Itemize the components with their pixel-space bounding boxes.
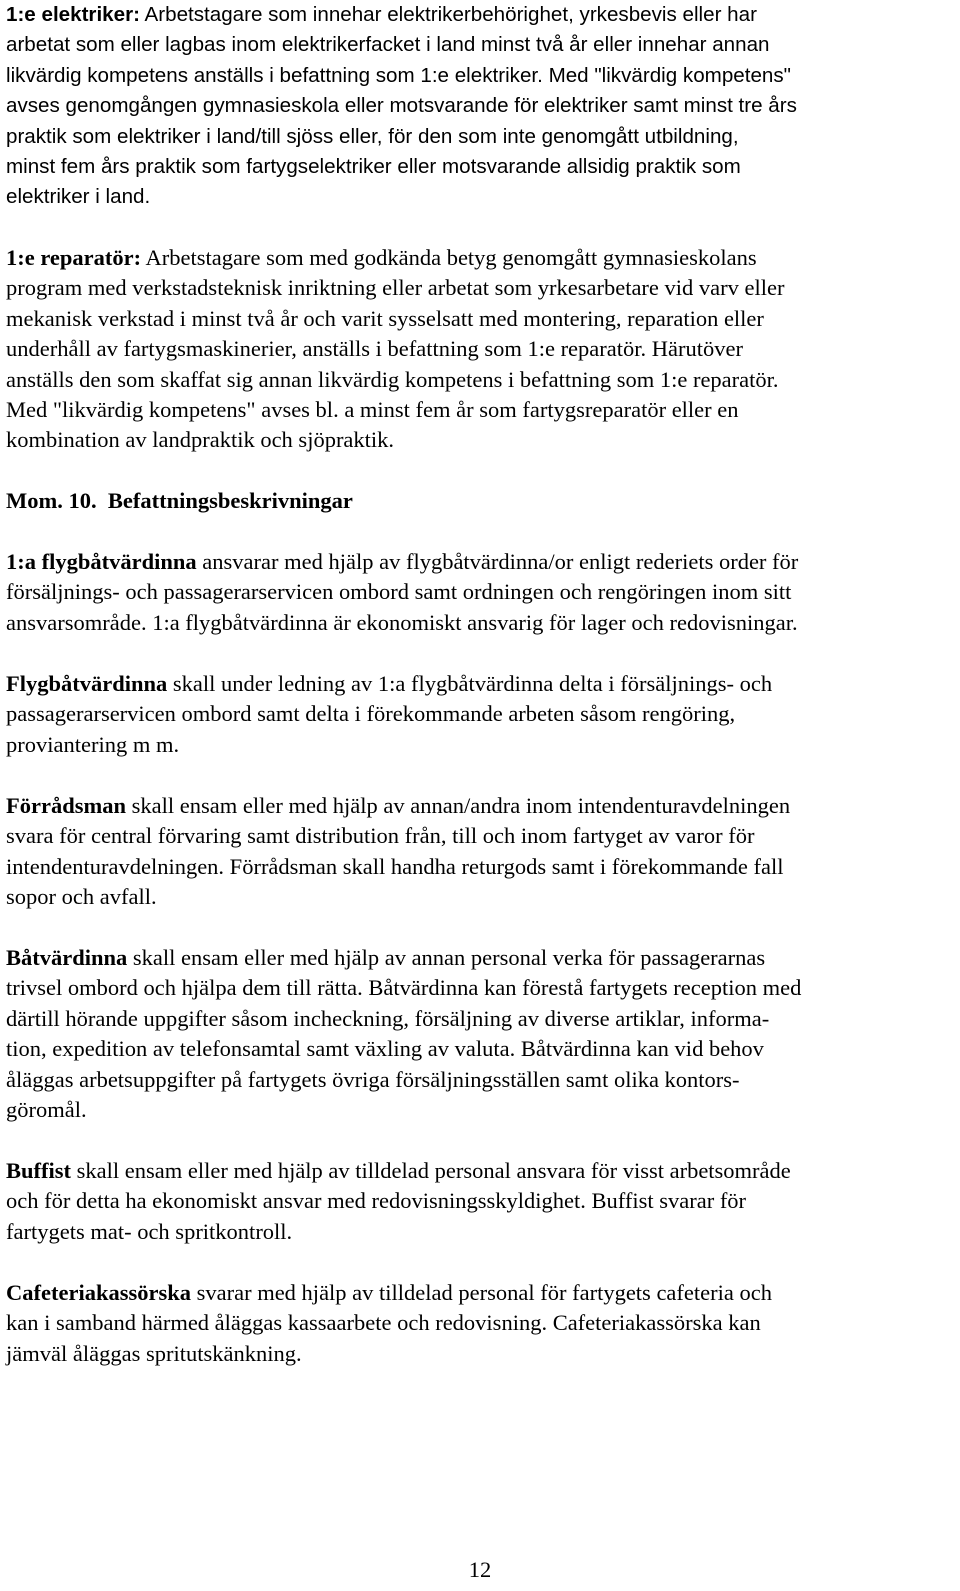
paragraph-line: trivsel ombord och hjälpa dem till rätta. Båtvärdinna kan förestå fartygets reception med bbox=[6, 975, 802, 1001]
paragraph-line: göromål. bbox=[6, 1096, 87, 1122]
term-1a-flygbatvardinna: 1:a flygbåtvärdinna bbox=[6, 549, 197, 574]
paragraph-line: och för detta ha ekonomiskt ansvar med redovisningsskyldighet. Buffist svarar för bbox=[6, 1188, 747, 1214]
paragraph-line: ansvarsområde. 1:a flygbåtvärdinna är ekonomiskt ansvarig för lager och redovisningar. bbox=[6, 609, 798, 635]
paragraph-flygbatvardinna bbox=[6, 669, 946, 760]
page-number: 12 bbox=[468, 1557, 492, 1582]
paragraph-line: svara för central förvaring samt distribution från, till och inom fartyget av varor för bbox=[6, 823, 755, 849]
paragraph-line: Med "likvärdig kompetens" avses bl. a minst fem år som fartygsreparatör eller en bbox=[6, 396, 739, 422]
term-flygbatvardinna: Flygbåtvärdinna bbox=[6, 671, 168, 696]
paragraph-line: anställs den som skaffat sig annan likvärdig kompetens i befattning som 1:e reparatör. bbox=[6, 366, 779, 392]
paragraph-batvardinna bbox=[6, 943, 946, 1125]
paragraph-line: Förrådsman skall ensam eller med hjälp av annan/andra inom intendenturavdelningen bbox=[6, 793, 791, 818]
paragraph-1e-elektriker bbox=[6, 0, 946, 213]
paragraph-line: kombination av landpraktik och sjöpraktik. bbox=[6, 427, 395, 453]
paragraph-1e-reparator bbox=[6, 243, 946, 456]
paragraph-line: mekanisk verkstad i minst två år och varit sysselsatt med montering, reparation eller bbox=[6, 305, 764, 331]
paragraph-line: tion, expedition av telefonsamtal samt växling av valuta. Båtvärdinna kan vid behov bbox=[6, 1036, 764, 1062]
paragraph-buffist bbox=[6, 1156, 946, 1247]
paragraph-line: 1:e reparatör: Arbetstagare som med godkända betyg genomgått gymnasieskolans bbox=[6, 245, 757, 270]
paragraph-line: Flygbåtvärdinna skall under ledning av 1:a flygbåtvärdinna delta i försäljnings- och bbox=[6, 671, 773, 696]
paragraph-line: därtill hörande uppgifter såsom incheckning, försäljning av diverse artiklar, informa- bbox=[6, 1005, 770, 1031]
paragraph-forradsman bbox=[6, 791, 946, 913]
paragraph-line: försäljnings- och passagerarservicen ombord samt ordningen och rengöringen inom sitt bbox=[6, 579, 792, 605]
paragraph-line: underhåll av fartygsmaskinerier, anställs i befattning som 1:e reparatör. Härutöver bbox=[6, 336, 743, 362]
paragraph-line: 1:e elektriker: Arbetstagare som innehar elektrikerbehörighet, yrkesbevis eller har bbox=[6, 3, 757, 26]
paragraph-line: 1:a flygbåtvärdinna ansvarar med hjälp av flygbåtvärdinna/or enligt rederiets order för bbox=[6, 549, 799, 574]
paragraph-line: kan i samband härmed åläggas kassaarbete och redovisning. Cafeteriakassörska kan bbox=[6, 1310, 761, 1336]
term-cafeteriakassorska: Cafeteriakassörska bbox=[6, 1280, 191, 1305]
term-batvardinna: Båtvärdinna bbox=[6, 945, 128, 970]
paragraph-line: sopor och avfall. bbox=[6, 884, 157, 910]
paragraph-line: Båtvärdinna skall ensam eller med hjälp av annan personal verka för passagerarnas bbox=[6, 945, 766, 970]
paragraph-line: program med verkstadsteknisk inriktning eller arbetat som yrkesarbetare vid varv eller bbox=[6, 275, 785, 301]
paragraph-line: Buffist skall ensam eller med hjälp av tilldelad personal ansvara för visst arbetsområde bbox=[6, 1158, 791, 1183]
term-1e-elektriker: 1:e elektriker: bbox=[6, 3, 140, 26]
paragraph-line: avses genomgången gymnasieskola eller motsvarande för elektriker samt minst tre års bbox=[6, 94, 797, 118]
paragraph-line: praktik som elektriker i land/till sjöss eller, för den som inte genomgått utbildning, bbox=[6, 124, 739, 148]
term-1e-reparator: 1:e reparatör: bbox=[6, 245, 142, 270]
paragraph-cafeteriakassorska bbox=[6, 1278, 946, 1369]
paragraph-line: passagerarservicen ombord samt delta i förekommande arbeten såsom rengöring, bbox=[6, 701, 736, 727]
paragraph-line: minst fem års praktik som fartygselektriker eller motsvarande allsidig praktik som bbox=[6, 154, 741, 178]
paragraph-line: elektriker i land. bbox=[6, 185, 151, 209]
paragraph-line: fartygets mat- och spritkontroll. bbox=[6, 1218, 293, 1244]
paragraph-line: arbetat som eller lagbas inom elektrikerfacket i land minst två år eller innehar annan bbox=[6, 33, 770, 57]
term-forradsman: Förrådsman bbox=[6, 793, 126, 818]
paragraph-line: proviantering m m. bbox=[6, 731, 180, 757]
paragraph-line: intendenturavdelningen. Förrådsman skall handha returgods samt i förekommande fall bbox=[6, 853, 784, 879]
paragraph-line: likvärdig kompetens anställs i befattning som 1:e elektriker. Med "likvärdig kompetens" bbox=[6, 63, 791, 87]
section-heading-text: Mom. 10. Befattningsbeskrivningar bbox=[6, 488, 353, 513]
paragraph-1a-flygbatvardinna bbox=[6, 547, 946, 638]
section-heading bbox=[6, 486, 946, 516]
paragraph-line: jämväl åläggas spritutskänkning. bbox=[6, 1340, 302, 1366]
paragraph-line: Cafeteriakassörska svarar med hjälp av tilldelad personal för fartygets cafeteria och bbox=[6, 1280, 772, 1305]
term-buffist: Buffist bbox=[6, 1158, 72, 1183]
paragraph-line: åläggas arbetsuppgifter på fartygets övriga försäljningsställen samt olika kontors- bbox=[6, 1066, 740, 1092]
